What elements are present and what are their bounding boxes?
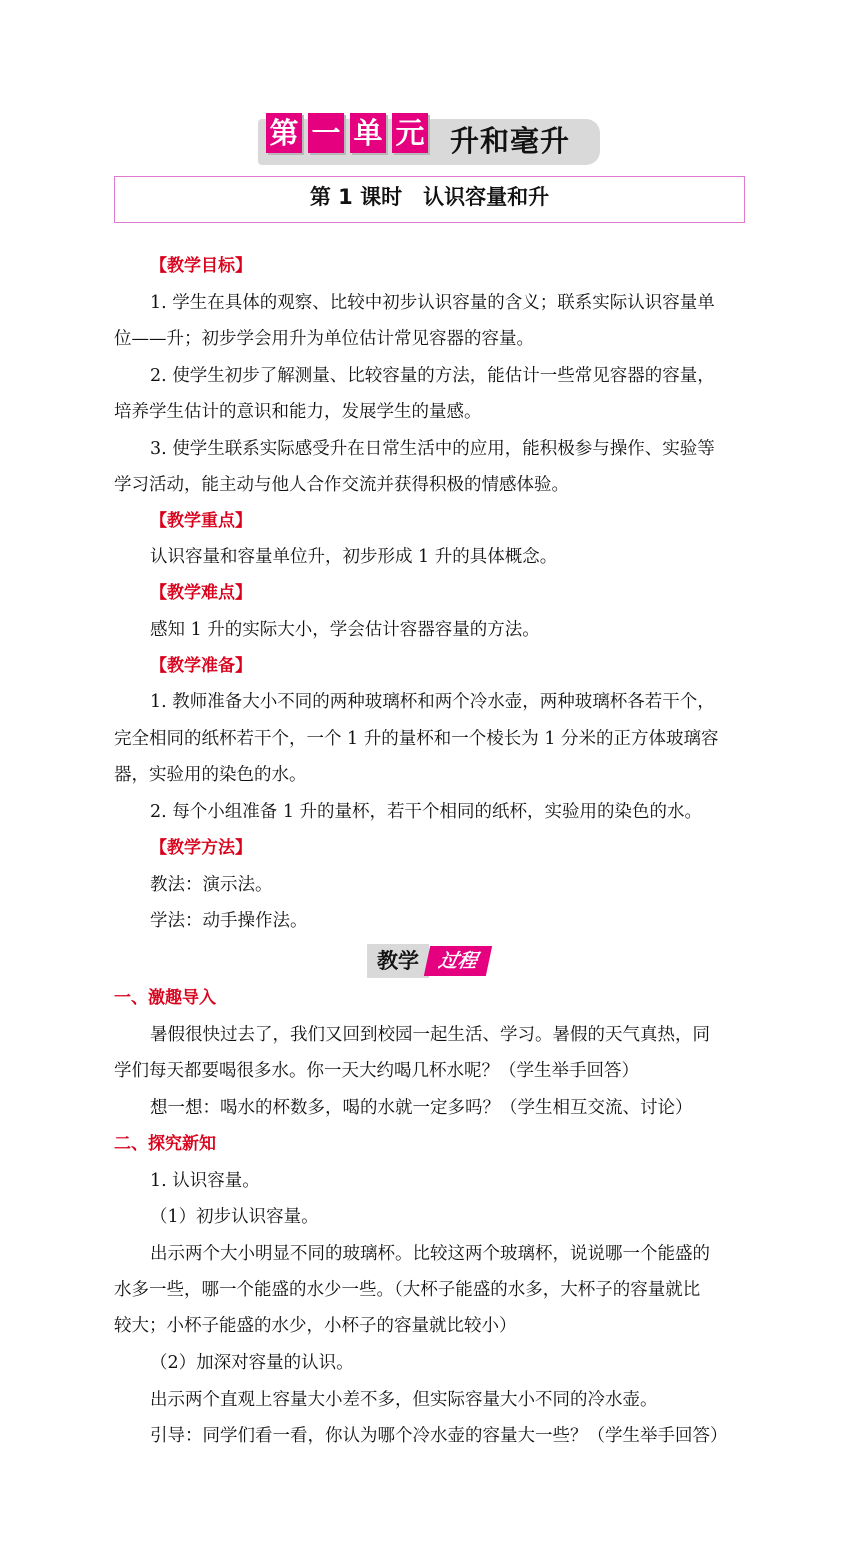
part2-line-3: 出示两个大小明显不同的玻璃杯。比较这两个玻璃杯，说说哪一个能盛的 xyxy=(150,1244,710,1264)
teaching-process-label xyxy=(367,944,493,978)
unit-char-2: 一 xyxy=(308,113,344,153)
method-line-1: 教法：演示法。 xyxy=(150,875,273,895)
part2-line-1: 1. 认识容量。 xyxy=(150,1171,260,1191)
part2-heading: 二、探究新知 xyxy=(114,1134,216,1154)
part2-line-7: 出示两个直观上容量大小差不多，但实际容量大小不同的冷水壶。 xyxy=(150,1390,658,1410)
goals-line-4: 培养学生估计的意识和能力，发展学生的量感。 xyxy=(114,402,482,422)
prep-line-4: 2. 每个小组准备 1 升的量杯，若干个相同的纸杯，实验用的染色的水。 xyxy=(150,802,703,822)
goals-heading: 【教学目标】 xyxy=(150,256,252,276)
process-label-right: 过程 xyxy=(424,946,492,976)
prep-line-2: 完全相同的纸杯若干个，一个 1 升的量杯和一个棱长为 1 分米的正方体玻璃容 xyxy=(114,729,719,749)
part2-line-5: 较大；小杯子能盛的水少，小杯子的容量就比较小） xyxy=(114,1316,517,1336)
method-heading: 【教学方法】 xyxy=(150,838,252,858)
goals-line-1: 1. 学生在具体的观察、比较中初步认识容量的含义；联系实际认识容量单 xyxy=(150,293,715,313)
part1-heading: 一、激趣导入 xyxy=(114,988,216,1008)
key-heading: 【教学重点】 xyxy=(150,511,252,531)
part1-line-1: 暑假很快过去了，我们又回到校园一起生活、学习。暑假的天气真热，同 xyxy=(150,1025,710,1045)
process-label-left: 教学 xyxy=(367,944,429,978)
part2-line-4: 水多一些，哪一个能盛的水少一些。（大杯子能盛的水多，大杯子的容量就比 xyxy=(114,1280,701,1300)
goals-line-3: 2. 使学生初步了解测量、比较容量的方法，能估计一些常见容器的容量， xyxy=(150,366,715,386)
method-line-2: 学法：动手操作法。 xyxy=(150,911,308,931)
lesson-title: 第 1 课时 认识容量和升 xyxy=(309,185,550,209)
goals-line-2: 位——升；初步学会用升为单位估计常见容器的容量。 xyxy=(114,329,534,349)
unit-char-4: 元 xyxy=(392,113,428,153)
unit-banner xyxy=(258,113,600,165)
goals-line-6: 学习活动，能主动与他人合作交流并获得积极的情感体验。 xyxy=(114,475,569,495)
part1-line-2: 学们每天都要喝很多水。你一天大约喝几杯水呢？（学生举手回答） xyxy=(114,1061,639,1081)
difficulty-heading: 【教学难点】 xyxy=(150,583,252,603)
prep-heading: 【教学准备】 xyxy=(150,656,252,676)
lesson-title-box xyxy=(114,176,745,223)
part2-line-8: 引导：同学们看一看，你认为哪个冷水壶的容量大一些？（学生举手回答） xyxy=(150,1426,728,1446)
part1-line-3: 想一想：喝水的杯数多，喝的水就一定多吗？（学生相互交流、讨论） xyxy=(150,1098,693,1118)
unit-char-1: 第 xyxy=(266,113,302,153)
part2-line-6: （2）加深对容量的认识。 xyxy=(150,1353,354,1373)
unit-title: 升和毫升 xyxy=(450,124,571,158)
prep-line-3: 器，实验用的染色的水。 xyxy=(114,765,307,785)
key-text: 认识容量和容量单位升，初步形成 1 升的具体概念。 xyxy=(150,547,558,567)
prep-line-1: 1. 教师准备大小不同的两种玻璃杯和两个冷水壶，两种玻璃杯各若干个， xyxy=(150,692,715,712)
difficulty-text: 感知 1 升的实际大小，学会估计容器容量的方法。 xyxy=(150,620,540,640)
part2-line-2: （1）初步认识容量。 xyxy=(150,1207,319,1227)
goals-line-5: 3. 使学生联系实际感受升在日常生活中的应用，能积极参与操作、实验等 xyxy=(150,439,715,459)
unit-char-3: 单 xyxy=(350,113,386,153)
